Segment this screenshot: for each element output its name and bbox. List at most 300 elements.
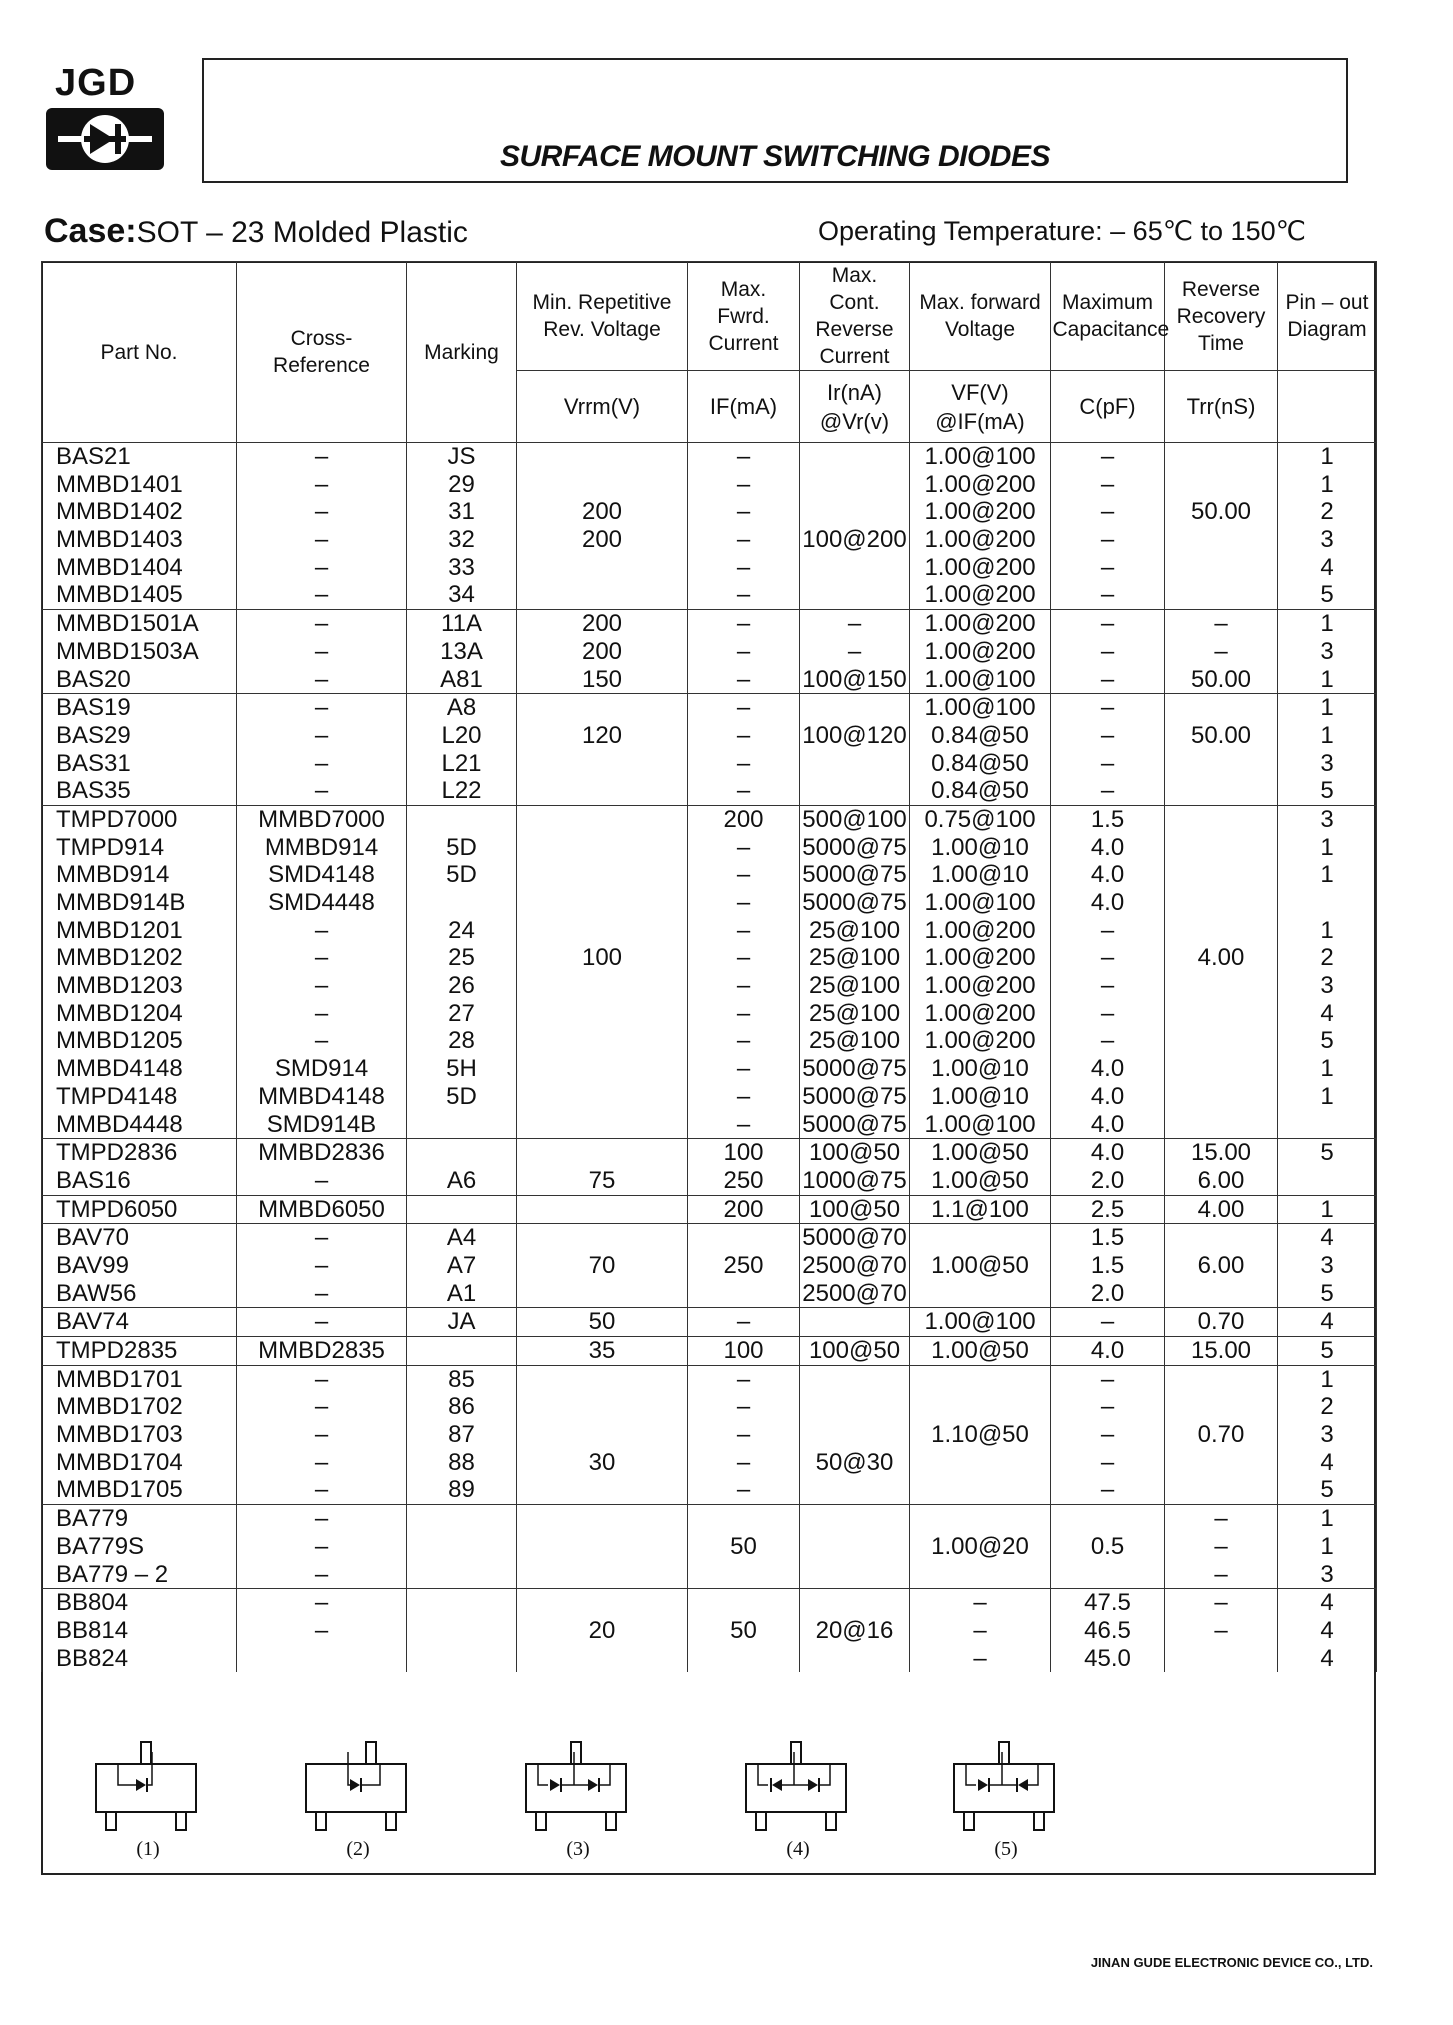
part-no-value: MMBD1202 — [56, 944, 183, 972]
vf-voltage-value: 1.00@200 — [924, 1027, 1036, 1055]
pinout-value: 5 — [1320, 1476, 1334, 1504]
vf-voltage-value: 1.00@100 — [924, 1308, 1036, 1336]
ir-current-value: 5000@75 — [802, 889, 907, 916]
company-footer: JINAN GUDE ELECTRONIC DEVICE CO., LTD. — [1090, 1955, 1373, 1970]
header-if: Max. Fwrd. Current — [688, 262, 800, 371]
marking-value: 5D — [446, 833, 477, 861]
if-current-value: – — [736, 498, 751, 526]
vf-voltage-value: 1.1@100 — [931, 1195, 1029, 1223]
vf-voltage-value — [910, 1505, 1050, 1533]
part-no-value: MMBD1203 — [56, 972, 183, 1000]
part-no-cell — [42, 1308, 237, 1337]
pinout-cell — [1278, 1337, 1377, 1366]
pinout-cell — [1278, 1195, 1377, 1224]
vf-voltage-value — [910, 1393, 1050, 1421]
marking-value: 5H — [446, 1055, 477, 1083]
vrrm-cell — [517, 1505, 688, 1589]
ir-current-cell — [800, 805, 910, 1138]
part-no-value: MMBD1703 — [56, 1421, 183, 1449]
if-current-cell — [688, 1195, 800, 1224]
part-no-value: TMPD6050 — [56, 1195, 178, 1223]
vf-voltage-value: 1.00@10 — [931, 1055, 1029, 1083]
vrrm-value — [517, 581, 687, 609]
ir-current-value: 2500@70 — [802, 1279, 907, 1307]
cross-reference-value: MMBD2835 — [258, 1337, 385, 1364]
trr-value — [1165, 694, 1277, 722]
pinout-value: 1 — [1320, 694, 1334, 722]
part-no-value: TMPD2835 — [56, 1337, 178, 1364]
capacitance-value: – — [1100, 637, 1115, 665]
pinout-cell — [1278, 443, 1377, 610]
ir-current-cell — [800, 1505, 910, 1589]
trr-cell — [1165, 610, 1278, 694]
cross-reference-value: – — [314, 1532, 329, 1560]
operating-temperature: Operating Temperature: – 65℃ to 150℃ — [818, 216, 1306, 246]
part-no-value: MMBD4448 — [56, 1110, 183, 1138]
marking-value — [407, 1337, 516, 1365]
pinout-diagram-4 — [728, 1730, 868, 1860]
if-current-value: – — [736, 637, 751, 665]
vf-voltage-value — [910, 1280, 1050, 1308]
if-current-value: – — [736, 526, 751, 554]
ir-current-value: – — [847, 610, 862, 638]
trr-value — [1165, 834, 1277, 862]
if-current-value: – — [736, 1110, 751, 1138]
ir-current-value: 25@100 — [808, 1027, 901, 1055]
pinout-cell — [1278, 1505, 1377, 1589]
trr-cell — [1165, 1224, 1278, 1308]
cross-reference-value: SMD4148 — [268, 861, 375, 889]
cross-reference-value: – — [314, 637, 329, 665]
cross-reference-cell — [237, 610, 407, 694]
trr-value — [1165, 861, 1277, 889]
cross-reference-value: – — [314, 1560, 329, 1588]
if-current-cell — [688, 694, 800, 806]
trr-value — [1165, 1366, 1277, 1394]
trr-value — [1165, 1645, 1277, 1673]
capacitance-cell — [1051, 1195, 1165, 1224]
pinout-cell — [1278, 1224, 1377, 1308]
vf-voltage-value: 1.00@200 — [924, 470, 1036, 498]
cross-reference-cell — [237, 443, 407, 610]
pinout-value: 3 — [1320, 1251, 1334, 1279]
vrrm-value — [517, 1055, 687, 1083]
pinout-value: 2 — [1320, 1393, 1334, 1421]
marking-cell — [407, 443, 517, 610]
unit-trr: Trr(nS) — [1165, 371, 1278, 443]
marking-value — [407, 889, 516, 917]
unit-vf: VF(V) @IF(mA) — [910, 371, 1051, 443]
capacitance-value: – — [1100, 944, 1115, 972]
trr-cell — [1165, 1505, 1278, 1589]
if-current-value — [688, 1561, 799, 1589]
if-current-value: 100 — [723, 1139, 764, 1167]
cross-reference-value: – — [314, 443, 329, 470]
marking-cell — [407, 1308, 517, 1337]
part-no-cell — [42, 1224, 237, 1308]
cross-reference-value: – — [314, 553, 329, 581]
cross-reference-cell — [237, 805, 407, 1138]
if-current-value: – — [736, 749, 751, 777]
if-current-value: – — [736, 889, 751, 916]
cross-reference-value: – — [314, 1279, 329, 1307]
marking-value: 24 — [448, 916, 475, 944]
ir-current-value: 100@200 — [802, 526, 907, 554]
part-no-cell — [42, 1139, 237, 1195]
ir-current-cell — [800, 1139, 910, 1195]
if-current-value: – — [736, 916, 751, 944]
if-current-value: – — [736, 777, 751, 805]
if-current-value: 200 — [723, 805, 764, 833]
cross-reference-value: – — [314, 610, 329, 638]
ir-current-value: 5000@75 — [802, 1055, 907, 1083]
header-ir: Max. Cont. Reverse Current — [800, 262, 910, 371]
marking-value: 25 — [448, 944, 475, 972]
capacitance-cell — [1051, 1308, 1165, 1337]
pinout-cell — [1278, 694, 1377, 806]
pinout-value: 1 — [1320, 1195, 1334, 1223]
vrrm-cell — [517, 1365, 688, 1504]
trr-cell — [1165, 1139, 1278, 1195]
cross-reference-value: – — [314, 1448, 329, 1476]
vrrm-cell — [517, 443, 688, 610]
cross-reference-value: SMD914B — [266, 1110, 377, 1138]
part-no-value: BA779 – 2 — [56, 1560, 169, 1588]
vrrm-cell — [517, 1589, 688, 1673]
trr-cell — [1165, 694, 1278, 806]
marking-value: 5D — [446, 861, 477, 889]
vf-voltage-value — [910, 1224, 1050, 1252]
marking-value — [407, 1505, 516, 1533]
ir-current-value — [800, 581, 909, 609]
trr-value: 6.00 — [1197, 1251, 1245, 1279]
ir-current-cell — [800, 1195, 910, 1224]
cross-reference-value: MMBD2836 — [258, 1139, 385, 1167]
vf-voltage-cell — [910, 1195, 1051, 1224]
vrrm-value — [517, 1393, 687, 1421]
if-current-cell — [688, 1224, 800, 1308]
part-no-value: BAS20 — [56, 665, 131, 693]
vf-voltage-value: 0.84@50 — [931, 749, 1029, 777]
vf-voltage-value: 1.00@200 — [924, 999, 1036, 1027]
vrrm-cell — [517, 1195, 688, 1224]
vrrm-value: 200 — [581, 610, 623, 638]
capacitance-cell — [1051, 1365, 1165, 1504]
capacitance-value: – — [1100, 999, 1115, 1027]
marking-value: 85 — [448, 1365, 475, 1393]
cross-reference-value: – — [314, 1589, 329, 1617]
pinout-value: 1 — [1320, 665, 1334, 693]
capacitance-value: 2.0 — [1090, 1166, 1125, 1194]
vf-voltage-value: 1.00@200 — [924, 972, 1036, 1000]
marking-value: 34 — [448, 581, 475, 609]
part-no-value: BAV74 — [56, 1308, 129, 1336]
if-current-value — [688, 1505, 799, 1533]
vf-voltage-value: 1.00@200 — [924, 610, 1036, 638]
trr-value — [1165, 471, 1277, 499]
vrrm-value — [517, 1645, 687, 1673]
pinout-value: 5 — [1320, 1027, 1334, 1055]
trr-cell — [1165, 1365, 1278, 1504]
vrrm-value — [517, 694, 687, 722]
ir-current-cell — [800, 1308, 910, 1337]
part-no-value: MMBD1405 — [56, 581, 183, 609]
unit-capacitance: C(pF) — [1051, 371, 1165, 443]
document-title: SURFACE MOUNT SWITCHING DIODES — [499, 140, 1050, 173]
marking-value: 31 — [448, 498, 475, 526]
cross-reference-value: – — [314, 1393, 329, 1421]
ir-current-cell — [800, 694, 910, 806]
part-no-value: MMBD1204 — [56, 999, 183, 1027]
vrrm-value: 100 — [581, 944, 623, 972]
capacitance-value: – — [1100, 1308, 1115, 1336]
marking-value: A1 — [446, 1279, 477, 1307]
marking-value: A8 — [446, 694, 477, 722]
capacitance-value: – — [1100, 694, 1115, 722]
diagram-label: (2) — [346, 1838, 370, 1860]
pinout-value: 4 — [1320, 1616, 1334, 1644]
pinout-value: 5 — [1320, 1279, 1334, 1307]
table-row-group — [42, 1308, 1377, 1337]
vrrm-cell — [517, 694, 688, 806]
trr-value: 15.00 — [1190, 1337, 1252, 1364]
cross-reference-value: – — [314, 1616, 329, 1644]
table-row-group — [42, 443, 1377, 610]
part-no-value: TMPD4148 — [56, 1082, 178, 1110]
ir-current-value: 2500@70 — [802, 1251, 907, 1279]
capacitance-cell — [1051, 610, 1165, 694]
marking-value — [407, 1589, 516, 1617]
vrrm-value — [517, 806, 687, 834]
capacitance-value: – — [1100, 1421, 1115, 1449]
marking-value — [407, 1111, 516, 1139]
vrrm-value — [517, 834, 687, 862]
capacitance-cell — [1051, 1224, 1165, 1308]
ir-current-cell — [800, 1589, 910, 1673]
pinout-value: 2 — [1320, 944, 1334, 972]
cross-reference-value: – — [314, 1421, 329, 1449]
capacitance-value: – — [1100, 1365, 1115, 1393]
ir-current-value: 5000@70 — [802, 1224, 907, 1252]
ir-current-value — [800, 1561, 909, 1589]
if-current-value: – — [736, 1421, 751, 1449]
part-no-value: BB824 — [56, 1644, 129, 1672]
trr-value: – — [1214, 637, 1228, 665]
ir-current-value — [800, 1366, 909, 1394]
capacitance-value: 4.0 — [1090, 861, 1125, 889]
pinout-value: 4 — [1320, 999, 1334, 1027]
vrrm-cell — [517, 1224, 688, 1308]
vrrm-value: 30 — [588, 1448, 616, 1476]
trr-value — [1165, 806, 1277, 834]
pinout-value: 1 — [1320, 610, 1334, 638]
cross-reference-cell — [237, 1589, 407, 1673]
part-no-value: TMPD914 — [56, 833, 165, 861]
vrrm-value: 200 — [581, 526, 623, 554]
vf-voltage-cell — [910, 1505, 1051, 1589]
if-current-cell — [688, 1589, 800, 1673]
ir-current-value — [800, 1505, 909, 1533]
marking-cell — [407, 1337, 517, 1366]
ir-current-value — [800, 554, 909, 582]
ir-current-value: 100@50 — [808, 1337, 901, 1364]
table-row-group — [42, 610, 1377, 694]
trr-cell — [1165, 1195, 1278, 1224]
vrrm-value — [517, 471, 687, 499]
part-no-value: MMBD1402 — [56, 498, 183, 526]
vf-voltage-value: 1.00@100 — [924, 1110, 1036, 1138]
pinout-value: 1 — [1320, 1055, 1334, 1083]
ir-current-value: 100@120 — [802, 721, 907, 749]
if-current-value: – — [736, 610, 751, 638]
trr-value — [1165, 1027, 1277, 1055]
vf-voltage-value — [910, 1366, 1050, 1394]
pinout-value: 4 — [1320, 1224, 1334, 1252]
vf-voltage-value: 1.00@200 — [924, 916, 1036, 944]
vrrm-value — [517, 1083, 687, 1111]
if-current-value — [688, 1224, 799, 1252]
cross-reference-cell — [237, 694, 407, 806]
cross-reference-value: – — [314, 470, 329, 498]
trr-value — [1165, 1083, 1277, 1111]
capacitance-value: – — [1100, 526, 1115, 554]
marking-cell — [407, 1365, 517, 1504]
table-row-group — [42, 1139, 1377, 1195]
capacitance-value: – — [1100, 581, 1115, 609]
vf-voltage-value: – — [973, 1644, 987, 1672]
cross-reference-cell — [237, 1195, 407, 1224]
pinout-value — [1278, 1111, 1376, 1139]
trr-value: 50.00 — [1190, 498, 1252, 526]
marking-cell — [407, 610, 517, 694]
ir-current-value — [800, 498, 909, 526]
trr-value: 50.00 — [1190, 665, 1252, 693]
capacitance-value: – — [1100, 972, 1115, 1000]
vrrm-value — [517, 443, 687, 471]
vrrm-value — [517, 1000, 687, 1028]
vf-voltage-cell — [910, 1337, 1051, 1366]
header-pinout: Pin – out Diagram — [1278, 262, 1377, 371]
marking-value: 32 — [448, 526, 475, 554]
cross-reference-value: – — [314, 749, 329, 777]
capacitance-value: – — [1100, 665, 1115, 693]
vf-voltage-value — [910, 1449, 1050, 1477]
ir-current-value: 100@50 — [808, 1195, 901, 1223]
part-no-value: BAS21 — [56, 443, 131, 470]
marking-value: 87 — [448, 1421, 475, 1449]
capacitance-value: – — [1100, 1476, 1115, 1504]
if-current-value: – — [736, 581, 751, 609]
trr-value — [1165, 554, 1277, 582]
sot23-package-icon — [508, 1730, 648, 1835]
vrrm-value — [517, 1196, 687, 1224]
spec-table-body — [42, 443, 1377, 1673]
capacitance-value: 4.0 — [1090, 1055, 1125, 1083]
capacitance-value: 47.5 — [1084, 1589, 1131, 1617]
pinout-value: 4 — [1320, 553, 1334, 581]
capacitance-value: – — [1100, 553, 1115, 581]
case-label: Case: — [44, 212, 137, 250]
capacitance-cell — [1051, 1337, 1165, 1366]
part-no-value: MMBD1205 — [56, 1027, 183, 1055]
cross-reference-value: MMBD6050 — [258, 1195, 385, 1223]
part-no-cell — [42, 1195, 237, 1224]
trr-value — [1165, 750, 1277, 778]
if-current-cell — [688, 1139, 800, 1195]
if-current-cell — [688, 1337, 800, 1366]
capacitance-cell — [1051, 1139, 1165, 1195]
marking-value — [407, 1196, 516, 1224]
vf-voltage-value: 0.75@100 — [924, 805, 1036, 833]
marking-value — [407, 1645, 516, 1673]
trr-value — [1165, 917, 1277, 945]
cross-reference-value: SMD4448 — [268, 889, 375, 916]
trr-value: – — [1214, 610, 1228, 638]
part-no-cell — [42, 1505, 237, 1589]
ir-current-value: 5000@75 — [802, 861, 907, 889]
marking-value: L21 — [441, 749, 482, 777]
sot23-package-icon — [78, 1730, 218, 1835]
marking-value: A4 — [446, 1224, 477, 1252]
vf-voltage-value: 1.00@200 — [924, 581, 1036, 609]
capacitance-value: 2.0 — [1090, 1279, 1125, 1307]
vf-voltage-value: 0.84@50 — [931, 721, 1029, 749]
vf-voltage-value: 0.84@50 — [931, 777, 1029, 805]
header-vf: Max. forward Voltage — [910, 262, 1051, 371]
marking-value: 29 — [448, 470, 475, 498]
cross-reference-value: MMBD7000 — [258, 805, 385, 833]
marking-value: L20 — [441, 721, 482, 749]
capacitance-value: – — [1100, 916, 1115, 944]
part-no-value: MMBD1704 — [56, 1448, 183, 1476]
pinout-cell — [1278, 1308, 1377, 1337]
if-current-value: – — [736, 972, 751, 1000]
spec-table — [41, 261, 1377, 1672]
ir-current-value: 100@150 — [802, 665, 907, 693]
trr-value — [1165, 1449, 1277, 1477]
trr-value — [1165, 777, 1277, 805]
if-current-value: – — [736, 1082, 751, 1110]
part-no-value: MMBD4148 — [56, 1055, 183, 1083]
pinout-value: 2 — [1320, 498, 1334, 526]
ir-current-value — [800, 471, 909, 499]
capacitance-cell — [1051, 805, 1165, 1138]
cross-reference-cell — [237, 1505, 407, 1589]
if-current-value — [688, 1589, 799, 1617]
if-current-value: – — [736, 833, 751, 861]
trr-value: – — [1214, 1589, 1228, 1617]
pinout-value: 3 — [1320, 637, 1334, 665]
vf-voltage-value: 1.00@20 — [931, 1532, 1029, 1560]
pinout-value: 1 — [1320, 916, 1334, 944]
vrrm-value: 50 — [588, 1308, 616, 1336]
part-no-value: BAV99 — [56, 1251, 129, 1279]
vrrm-value: 20 — [588, 1616, 616, 1644]
if-current-value: 100 — [723, 1337, 764, 1364]
pinout-cell — [1278, 1139, 1377, 1195]
trr-value: 50.00 — [1190, 721, 1252, 749]
capacitance-value: 0.5 — [1090, 1532, 1125, 1560]
ir-current-value: 500@100 — [802, 805, 907, 833]
ir-current-value — [800, 777, 909, 805]
vrrm-cell — [517, 1308, 688, 1337]
if-current-value: – — [736, 694, 751, 722]
vf-voltage-cell — [910, 1139, 1051, 1195]
cross-reference-cell — [237, 1337, 407, 1366]
pinout-cell — [1278, 1589, 1377, 1673]
marking-cell — [407, 1139, 517, 1195]
capacitance-value: – — [1100, 470, 1115, 498]
